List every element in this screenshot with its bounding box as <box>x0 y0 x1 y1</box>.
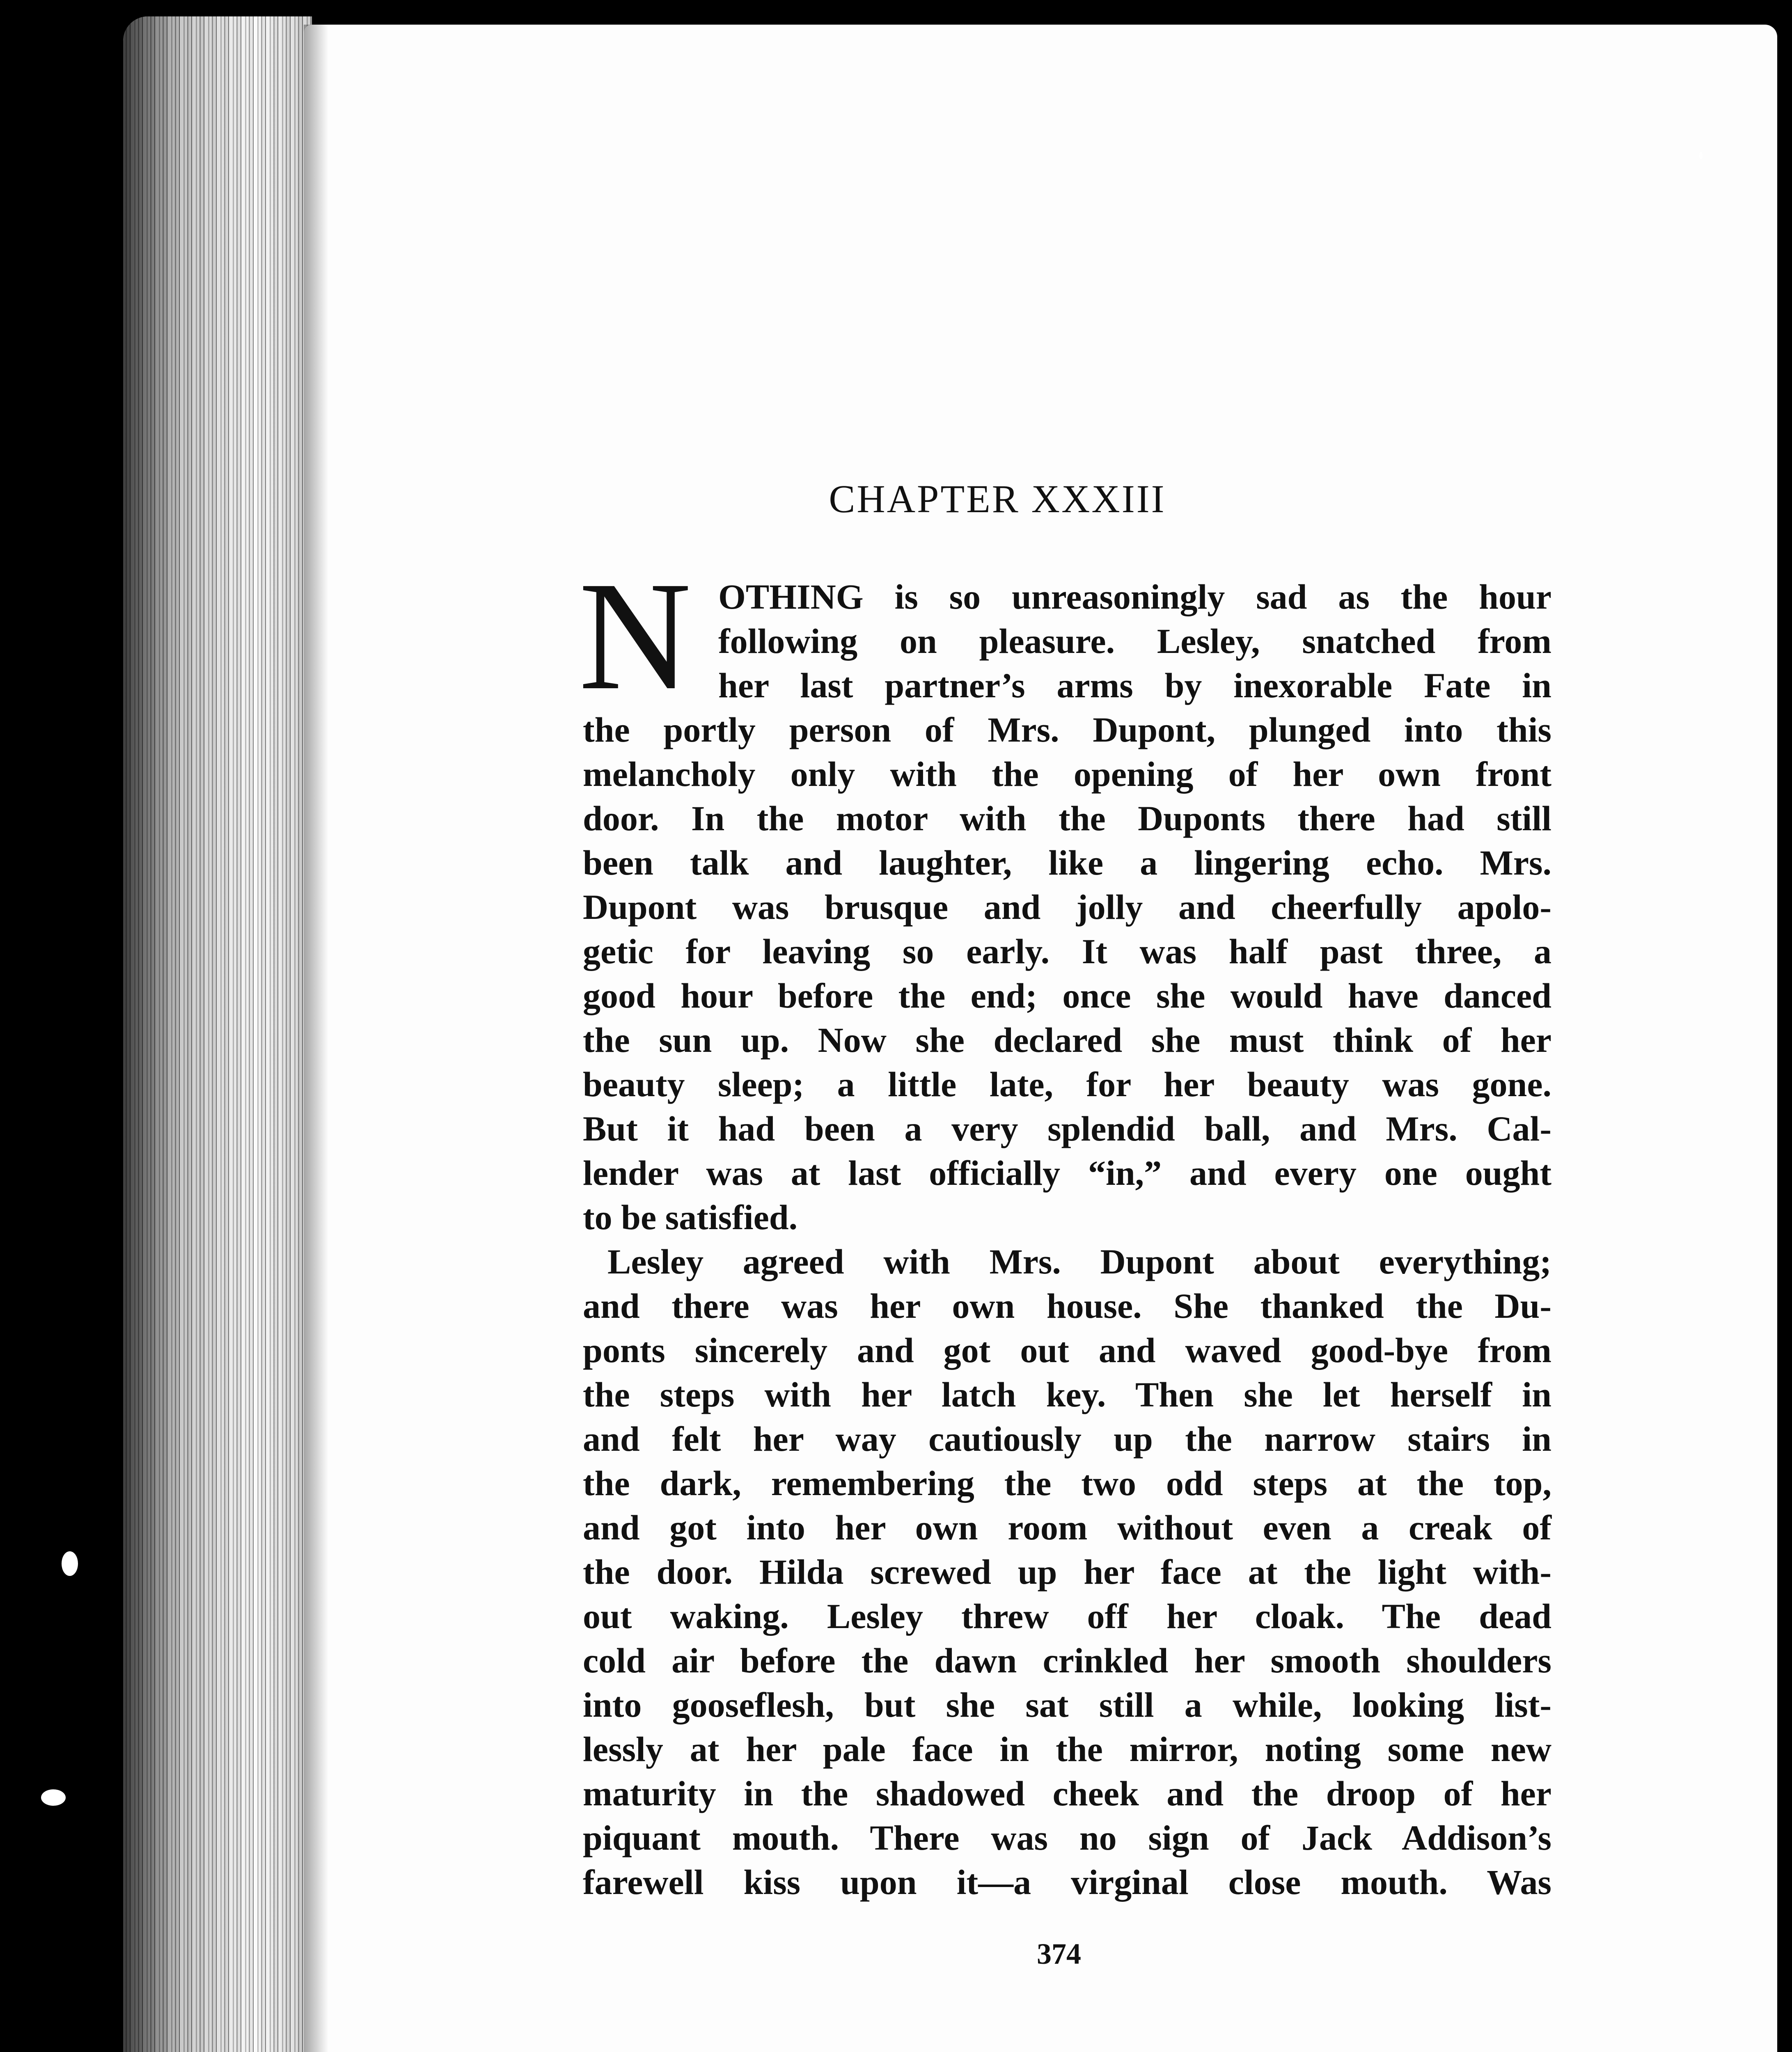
drop-cap: N <box>579 550 692 722</box>
text-line: Lesley agreed with Mrs. Dupont about everything; <box>607 1242 1551 1281</box>
text-line: her last partner’s arms by inexorable Fate in <box>718 666 1551 705</box>
text-line: door. In the motor with the Duponts there had still <box>583 799 1551 838</box>
text-line: the steps with her latch key. Then she let herself in <box>583 1375 1551 1414</box>
text-line: and got into her own room without even a creak of <box>583 1508 1551 1547</box>
text-line: to be satisfied. <box>583 1198 798 1237</box>
text-line: lessly at her pale face in the mirror, noting some new <box>583 1729 1551 1769</box>
text-line: melancholy only with the opening of her own front <box>583 754 1551 794</box>
text-line: out waking. Lesley threw off her cloak. The dead <box>583 1596 1551 1636</box>
text-line: lender was at last officially “in,” and every one ought <box>583 1153 1551 1193</box>
dust-speck <box>1699 152 1703 159</box>
text-line: But it had been a very splendid ball, and Mrs. Cal- <box>583 1109 1551 1148</box>
body-text <box>579 550 1551 1904</box>
text-line: cold air before the dawn crinkled her smooth shoulders <box>583 1641 1551 1680</box>
text-line: following on pleasure. Lesley, snatched from <box>718 621 1551 661</box>
page-number: 374 <box>1037 1937 1081 1970</box>
text-line: into gooseflesh, but she sat still a while, looking list- <box>583 1685 1551 1725</box>
book-page-edge <box>123 16 312 2052</box>
text-line: the door. Hilda screwed up her face at the light with- <box>583 1552 1551 1592</box>
text-line: maturity in the shadowed cheek and the droop of her <box>583 1774 1551 1813</box>
text-line: and felt her way cautiously up the narrow stairs in <box>583 1419 1551 1459</box>
text-line: good hour before the end; once she would have danced <box>583 976 1551 1015</box>
text-line: been talk and laughter, like a lingering echo. Mrs. <box>583 843 1551 882</box>
dust-speck <box>41 1789 66 1806</box>
text-line: Dupont was brusque and jolly and cheerfully apolo- <box>583 887 1551 927</box>
text-line: the dark, remembering the two odd steps at the top, <box>583 1463 1551 1503</box>
text-line: the sun up. Now she declared she must think of her <box>583 1020 1551 1060</box>
text-line: beauty sleep; a little late, for her beauty was gone. <box>583 1065 1551 1104</box>
text-line: and there was her own house. She thanked the Du- <box>583 1286 1551 1326</box>
text-line: ponts sincerely and got out and waved good-bye from <box>583 1331 1551 1370</box>
text-line: piquant mouth. There was no sign of Jack Addison’s <box>583 1818 1551 1857</box>
chapter-title: CHAPTER XXXIII <box>829 477 1166 521</box>
text-line: OTHING is so unreasoningly sad as the hour <box>718 577 1551 616</box>
text-line: getic for leaving so early. It was half past three, a <box>583 932 1551 971</box>
dust-speck <box>62 1551 78 1576</box>
text-line: farewell kiss upon it—a virginal close mouth. Was <box>583 1862 1551 1902</box>
page-gutter-shadow <box>304 25 328 2052</box>
text-line: the portly person of Mrs. Dupont, plunged into this <box>583 710 1551 749</box>
